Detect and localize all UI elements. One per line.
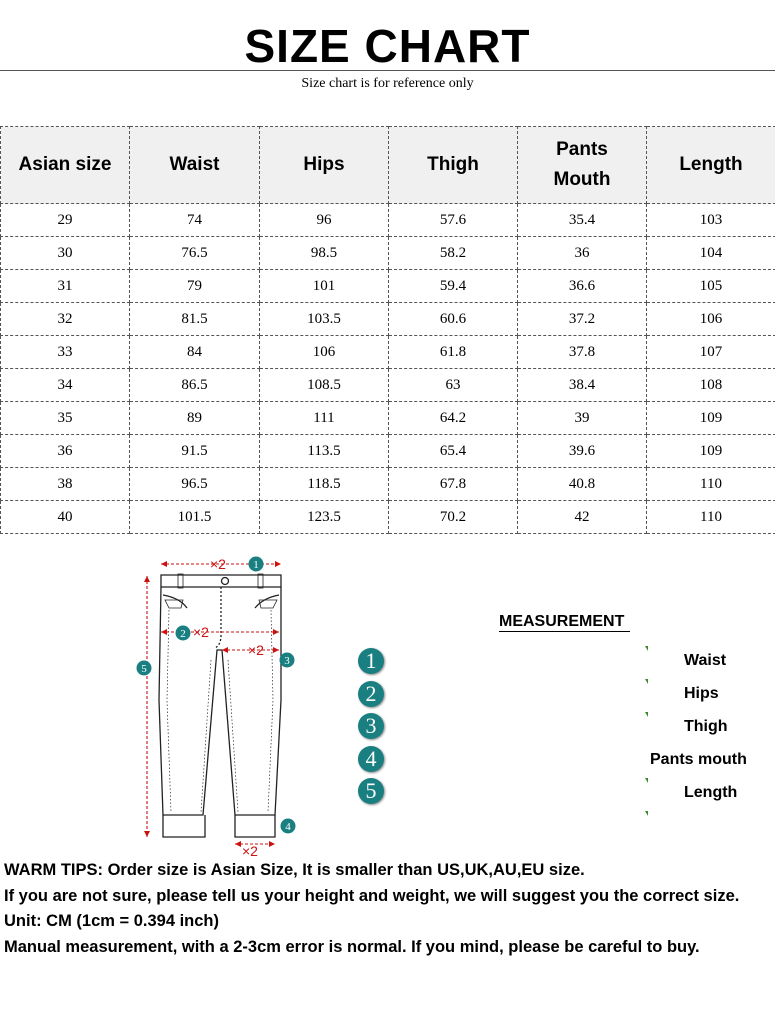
size-table bbox=[0, 126, 775, 534]
table-cell: 36 bbox=[518, 237, 647, 270]
table-cell: 111 bbox=[260, 402, 389, 435]
page-title: SIZE CHART bbox=[244, 20, 531, 72]
table-cell: 89 bbox=[130, 402, 260, 435]
number-badge: 5 bbox=[358, 778, 384, 804]
tick-icon bbox=[645, 712, 648, 717]
table-cell: 36 bbox=[1, 435, 130, 468]
table-cell: 106 bbox=[260, 336, 389, 369]
pants-measurement-icon bbox=[125, 550, 305, 862]
table-row bbox=[1, 336, 775, 369]
table-cell: 30 bbox=[1, 237, 130, 270]
table-cell: 64.2 bbox=[389, 402, 518, 435]
column-header: Length bbox=[647, 127, 775, 204]
table-cell: 32 bbox=[1, 303, 130, 336]
number-badge: 4 bbox=[358, 746, 384, 772]
table-cell: 59.4 bbox=[389, 270, 518, 303]
marker-2: 2 bbox=[180, 628, 186, 640]
table-row bbox=[1, 303, 775, 336]
marker-5: 5 bbox=[141, 663, 147, 675]
table-row bbox=[1, 204, 775, 237]
table-cell: 103.5 bbox=[260, 303, 389, 336]
measurement-number-list bbox=[358, 648, 392, 811]
hips-multiplier: ×2 bbox=[193, 624, 209, 640]
table-cell: 29 bbox=[1, 204, 130, 237]
thigh-multiplier: ×2 bbox=[248, 642, 264, 658]
table-row bbox=[1, 501, 775, 534]
table-cell: 81.5 bbox=[130, 303, 260, 336]
measurement-item: Waist bbox=[684, 652, 727, 669]
measurement-item: Thigh bbox=[684, 718, 728, 735]
table-cell: 118.5 bbox=[260, 468, 389, 501]
table-cell: 96 bbox=[260, 204, 389, 237]
table-cell: 98.5 bbox=[260, 237, 389, 270]
table-cell: 65.4 bbox=[389, 435, 518, 468]
table-cell: 31 bbox=[1, 270, 130, 303]
table-cell: 40.8 bbox=[518, 468, 647, 501]
title-divider bbox=[0, 70, 775, 71]
table-cell: 108 bbox=[647, 369, 775, 402]
table-row bbox=[1, 369, 775, 402]
table-cell: 101.5 bbox=[130, 501, 260, 534]
marker-1: 1 bbox=[253, 559, 259, 571]
table-row bbox=[1, 435, 775, 468]
tick-icon bbox=[645, 646, 648, 651]
tip-line: Manual measurement, with a 2-3cm error is normal. If you mind, please be careful to buy. bbox=[4, 938, 700, 957]
table-cell: 57.6 bbox=[389, 204, 518, 237]
column-header: Asian size bbox=[1, 127, 130, 204]
table-cell: 63 bbox=[389, 369, 518, 402]
mouth-multiplier: ×2 bbox=[242, 843, 258, 859]
table-header-row bbox=[1, 127, 775, 204]
table-cell: 60.6 bbox=[389, 303, 518, 336]
table-row bbox=[1, 270, 775, 303]
table-cell: 91.5 bbox=[130, 435, 260, 468]
table-cell: 40 bbox=[1, 501, 130, 534]
tip-line: Unit: CM (1cm = 0.394 inch) bbox=[4, 912, 220, 931]
tip-line: If you are not sure, please tell us your height and weight, we will suggest you the correct size. bbox=[4, 886, 740, 905]
table-cell: 67.8 bbox=[389, 468, 518, 501]
table-cell: 106 bbox=[647, 303, 775, 336]
measurement-item: Hips bbox=[684, 685, 719, 702]
table-cell: 36.6 bbox=[518, 270, 647, 303]
table-cell: 39.6 bbox=[518, 435, 647, 468]
table-cell: 76.5 bbox=[130, 237, 260, 270]
warm-tips bbox=[4, 858, 766, 961]
table-cell: 107 bbox=[647, 336, 775, 369]
table-cell: 70.2 bbox=[389, 501, 518, 534]
table-row bbox=[1, 237, 775, 270]
table-cell: 61.8 bbox=[389, 336, 518, 369]
column-header bbox=[518, 127, 647, 204]
column-header: Hips bbox=[260, 127, 389, 204]
table-cell: 113.5 bbox=[260, 435, 389, 468]
measurement-title: MEASUREMENT bbox=[499, 613, 630, 632]
tick-icon bbox=[645, 778, 648, 783]
column-header: Thigh bbox=[389, 127, 518, 204]
table-cell: 109 bbox=[647, 435, 775, 468]
tick-icon bbox=[645, 679, 648, 684]
table-cell: 74 bbox=[130, 204, 260, 237]
table-cell: 101 bbox=[260, 270, 389, 303]
table-cell: 35.4 bbox=[518, 204, 647, 237]
table-cell: 109 bbox=[647, 402, 775, 435]
tip-line: WARM TIPS: Order size is Asian Size, It is smaller than US,UK,AU,EU size. bbox=[4, 861, 585, 879]
table-cell: 108.5 bbox=[260, 369, 389, 402]
measurement-item: Pants mouth bbox=[650, 751, 747, 768]
column-header: Waist bbox=[130, 127, 260, 204]
waist-multiplier: ×2 bbox=[210, 556, 226, 572]
table-cell: 34 bbox=[1, 369, 130, 402]
table-cell: 96.5 bbox=[130, 468, 260, 501]
table-cell: 39 bbox=[518, 402, 647, 435]
table-cell: 38 bbox=[1, 468, 130, 501]
table-cell: 37.2 bbox=[518, 303, 647, 336]
number-badge: 2 bbox=[358, 681, 384, 707]
table-cell: 110 bbox=[647, 501, 775, 534]
table-row bbox=[1, 402, 775, 435]
tick-icon bbox=[645, 811, 648, 816]
table-cell: 42 bbox=[518, 501, 647, 534]
table-cell: 103 bbox=[647, 204, 775, 237]
marker-3: 3 bbox=[284, 655, 290, 667]
table-cell: 58.2 bbox=[389, 237, 518, 270]
marker-4: 4 bbox=[285, 821, 291, 833]
table-cell: 86.5 bbox=[130, 369, 260, 402]
table-cell: 35 bbox=[1, 402, 130, 435]
table-cell: 33 bbox=[1, 336, 130, 369]
table-cell: 38.4 bbox=[518, 369, 647, 402]
page-subtitle: Size chart is for reference only bbox=[301, 76, 474, 91]
column-header-label: Pants Mouth bbox=[553, 139, 611, 190]
table-cell: 110 bbox=[647, 468, 775, 501]
number-badge: 3 bbox=[358, 713, 384, 739]
table-cell: 104 bbox=[647, 237, 775, 270]
table-cell: 79 bbox=[130, 270, 260, 303]
table-cell: 84 bbox=[130, 336, 260, 369]
table-cell: 123.5 bbox=[260, 501, 389, 534]
measurement-item: Length bbox=[684, 784, 738, 801]
number-badge: 1 bbox=[358, 648, 384, 674]
table-cell: 105 bbox=[647, 270, 775, 303]
table-row bbox=[1, 468, 775, 501]
table-cell: 37.8 bbox=[518, 336, 647, 369]
